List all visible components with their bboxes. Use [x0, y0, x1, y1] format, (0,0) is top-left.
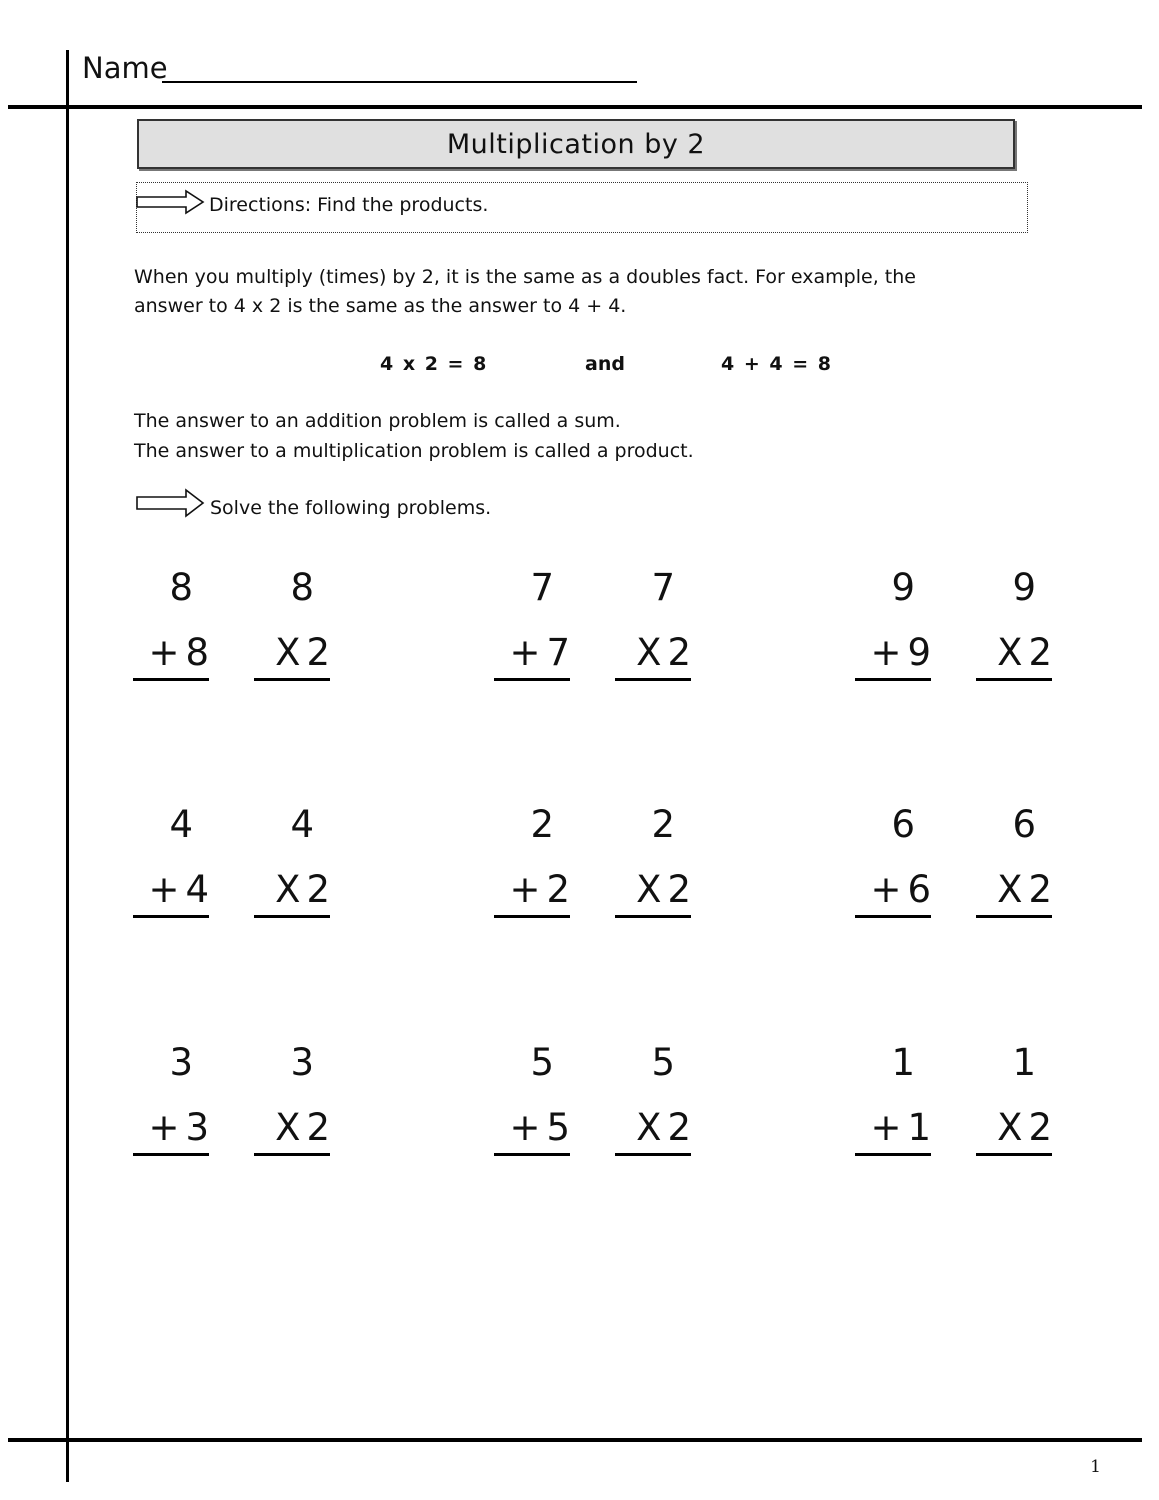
right-arrow-icon: [136, 488, 206, 518]
problem-top-number: 2: [651, 803, 675, 846]
answer-line[interactable]: [254, 678, 330, 681]
plus-sign: +: [509, 868, 541, 911]
addition-problem: [133, 566, 209, 676]
plus-sign: +: [148, 868, 180, 911]
times-sign: X: [275, 1106, 301, 1149]
times-sign: X: [275, 868, 301, 911]
answer-line[interactable]: [494, 915, 570, 918]
times-sign: X: [997, 868, 1023, 911]
multiplication-problem: [615, 803, 691, 913]
problem-bottom-number: 5: [546, 1106, 570, 1149]
answer-line[interactable]: [855, 915, 931, 918]
example-connector: and: [585, 353, 625, 375]
multiplication-problem: [254, 803, 330, 913]
problem-bottom-number: 2: [1028, 1106, 1052, 1149]
problem-top-number: 9: [891, 566, 915, 609]
multiplication-problem: [254, 566, 330, 676]
problem-top-number: 9: [1012, 566, 1036, 609]
plus-sign: +: [148, 1106, 180, 1149]
multiplication-problem: [976, 566, 1052, 676]
instruction-text: Solve the following problems.: [210, 497, 492, 519]
multiplication-problem: [615, 1041, 691, 1151]
problem-top-number: 3: [169, 1041, 193, 1084]
example-multiplication: 4 x 2 = 8: [380, 353, 487, 375]
problem-bottom-number: 2: [667, 1106, 691, 1149]
problem-top-number: 4: [169, 803, 193, 846]
plus-sign: +: [509, 1106, 541, 1149]
plus-sign: +: [870, 1106, 902, 1149]
page-number: 1: [1090, 1457, 1101, 1477]
times-sign: X: [997, 631, 1023, 674]
addition-problem: [494, 803, 570, 913]
answer-line[interactable]: [976, 915, 1052, 918]
example-addition: 4 + 4 = 8: [721, 353, 831, 375]
left-margin-rule: [66, 50, 69, 1482]
problem-bottom-number: 3: [185, 1106, 209, 1149]
worksheet-title: Multiplication by 2: [446, 128, 706, 160]
header-rule: [8, 105, 1142, 109]
answer-line[interactable]: [133, 678, 209, 681]
intro-text-line: When you multiply (times) by 2, it is the same as a doubles fact. For example, the: [134, 266, 916, 288]
plus-sign: +: [509, 631, 541, 674]
problem-bottom-number: 2: [306, 631, 330, 674]
answer-line[interactable]: [133, 1153, 209, 1156]
answer-line[interactable]: [254, 915, 330, 918]
times-sign: X: [636, 868, 662, 911]
right-arrow-icon: [136, 189, 206, 215]
plus-sign: +: [148, 631, 180, 674]
intro-text-line: answer to 4 x 2 is the same as the answer to 4 + 4.: [134, 295, 627, 317]
problem-bottom-number: 2: [306, 868, 330, 911]
answer-line[interactable]: [855, 1153, 931, 1156]
multiplication-problem: [976, 1041, 1052, 1151]
multiplication-problem: [254, 1041, 330, 1151]
problem-bottom-number: 2: [1028, 868, 1052, 911]
addition-problem: [133, 1041, 209, 1151]
multiplication-problem: [976, 803, 1052, 913]
problem-top-number: 7: [651, 566, 675, 609]
answer-line[interactable]: [855, 678, 931, 681]
answer-line[interactable]: [615, 1153, 691, 1156]
problem-top-number: 1: [891, 1041, 915, 1084]
plus-sign: +: [870, 631, 902, 674]
directions-text: Directions: Find the products.: [209, 194, 489, 216]
times-sign: X: [636, 631, 662, 674]
answer-line[interactable]: [976, 678, 1052, 681]
answer-line[interactable]: [615, 678, 691, 681]
problem-top-number: 8: [169, 566, 193, 609]
problem-bottom-number: 2: [1028, 631, 1052, 674]
addition-problem: [855, 803, 931, 913]
addition-problem: [494, 566, 570, 676]
footer-rule: [8, 1438, 1142, 1442]
addition-problem: [494, 1041, 570, 1151]
times-sign: X: [997, 1106, 1023, 1149]
problem-bottom-number: 6: [907, 868, 931, 911]
answer-line[interactable]: [976, 1153, 1052, 1156]
product-definition: The answer to a multiplication problem is called a product.: [134, 440, 694, 462]
problem-top-number: 1: [1012, 1041, 1036, 1084]
plus-sign: +: [870, 868, 902, 911]
problem-bottom-number: 2: [667, 631, 691, 674]
answer-line[interactable]: [254, 1153, 330, 1156]
answer-line[interactable]: [615, 915, 691, 918]
addition-problem: [133, 803, 209, 913]
problem-top-number: 3: [290, 1041, 314, 1084]
problem-top-number: 2: [530, 803, 554, 846]
name-label: Name: [82, 51, 168, 85]
problem-top-number: 6: [1012, 803, 1036, 846]
title-banner: [137, 119, 1015, 169]
problem-bottom-number: 7: [546, 631, 570, 674]
problem-top-number: 6: [891, 803, 915, 846]
addition-problem: [855, 1041, 931, 1151]
problem-top-number: 7: [530, 566, 554, 609]
problem-top-number: 5: [651, 1041, 675, 1084]
problem-top-number: 5: [530, 1041, 554, 1084]
times-sign: X: [636, 1106, 662, 1149]
problem-bottom-number: 2: [667, 868, 691, 911]
problem-bottom-number: 2: [546, 868, 570, 911]
problem-bottom-number: 4: [185, 868, 209, 911]
multiplication-problem: [615, 566, 691, 676]
problem-top-number: 8: [290, 566, 314, 609]
answer-line[interactable]: [494, 678, 570, 681]
times-sign: X: [275, 631, 301, 674]
name-write-line[interactable]: [162, 81, 637, 83]
problem-top-number: 4: [290, 803, 314, 846]
problem-bottom-number: 8: [185, 631, 209, 674]
problem-bottom-number: 1: [907, 1106, 931, 1149]
problem-bottom-number: 2: [306, 1106, 330, 1149]
answer-line[interactable]: [494, 1153, 570, 1156]
problem-bottom-number: 9: [907, 631, 931, 674]
sum-definition: The answer to an addition problem is called a sum.: [134, 410, 621, 432]
answer-line[interactable]: [133, 915, 209, 918]
addition-problem: [855, 566, 931, 676]
